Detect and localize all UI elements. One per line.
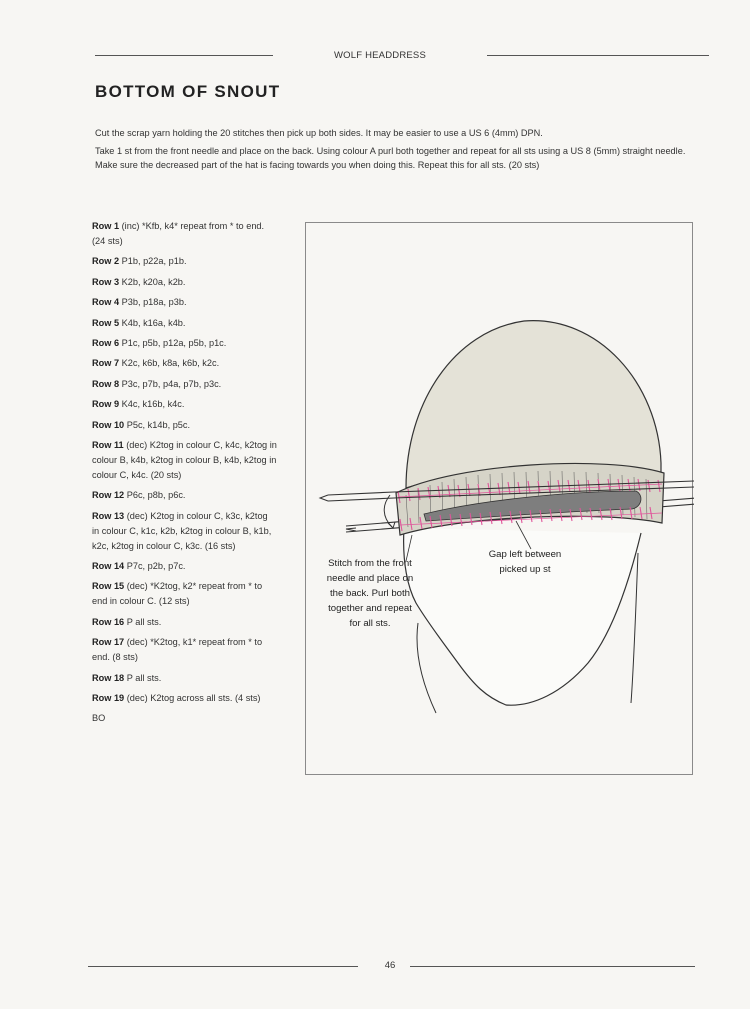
row-label: Row 2 xyxy=(92,256,120,267)
row-text: (dec) K2tog in colour C, k4c, k2tog in colour B, k4b, k2tog in colour B, k4b, k2tog in colour C, k4c. (20 sts) xyxy=(92,439,277,480)
row-instruction xyxy=(92,418,277,433)
section-title: BOTTOM OF SNOUT xyxy=(95,82,281,101)
row-instruction xyxy=(92,254,277,269)
row-label: Row 17 xyxy=(92,637,125,648)
row-text: (dec) *K2tog, k1* repeat from * to end. (8 sts) xyxy=(92,637,263,663)
row-label: Row 3 xyxy=(92,276,120,287)
row-label: Row 11 xyxy=(92,439,124,450)
row-label: Row 13 xyxy=(92,510,125,521)
row-text: P3c, p7b, p4a, p7b, p3c. xyxy=(119,378,222,389)
row-text: P all sts. xyxy=(124,616,162,627)
row-text: P1c, p5b, p12a, p5b, p1c. xyxy=(119,337,227,348)
row-text: K4b, k16a, k4b. xyxy=(119,317,186,328)
intro-text xyxy=(95,126,705,176)
row-label: Row 10 xyxy=(92,419,125,430)
row-instruction xyxy=(92,336,277,351)
row-instruction xyxy=(92,488,277,503)
row-label: Row 4 xyxy=(92,297,120,308)
row-instruction xyxy=(92,509,277,554)
row-text: K2b, k20a, k2b. xyxy=(119,276,186,287)
row-instruction xyxy=(92,356,277,371)
row-label: Row 12 xyxy=(92,490,125,501)
hat-crown xyxy=(406,321,661,488)
row-text: (dec) K2tog across all sts. (4 sts) xyxy=(124,693,261,704)
header-rule-right xyxy=(487,55,709,56)
row-text: K4c, k16b, k4c. xyxy=(119,399,185,410)
gap-callout: Gap left between picked up st xyxy=(488,549,562,575)
row-text: P6c, p8b, p6c. xyxy=(124,490,186,501)
row-label: Row 9 xyxy=(92,399,120,410)
row-label: Row 14 xyxy=(92,561,125,572)
wolf-hat-illustration xyxy=(306,223,694,776)
page-number: 46 xyxy=(384,960,396,971)
row-text: (dec) *K2tog, k2* repeat from * to end in colour C. (12 sts) xyxy=(92,581,263,607)
row-text: P1b, p22a, p1b. xyxy=(119,256,187,267)
row-instruction xyxy=(92,559,277,574)
row-text: P7c, p2b, p7c. xyxy=(124,561,186,572)
row-instruction xyxy=(92,219,277,249)
illustration-frame xyxy=(305,222,693,775)
row-label: Row 19 xyxy=(92,693,125,704)
row-label: Row 7 xyxy=(92,358,120,369)
footer-rule-right xyxy=(410,966,695,967)
intro-paragraph: Take 1 st from the front needle and place on the back. Using colour A purl both together and repeat for all sts using a US 8 (5mm) straight needle. Make sure the decreased part of the hat is facing towards you when doing this. Repeat this for all sts. (20 sts) xyxy=(95,145,686,170)
row-instructions xyxy=(92,219,277,726)
row-text: (inc) *Kfb, k4* repeat from * to end. (24 sts) xyxy=(92,221,265,246)
row-instruction xyxy=(92,377,277,392)
stitch-callout: Stitch from the front needle and place on the back. Purl both together and repeat for all sts. xyxy=(326,558,414,629)
row-text: P5c, k14b, p5c. xyxy=(124,419,191,430)
row-instruction xyxy=(92,615,277,630)
row-text: K2c, k6b, k8a, k6b, k2c. xyxy=(119,358,220,369)
row-text: (dec) K2tog in colour C, k3c, k2tog in colour C, k1c, k2b, k2tog in colour B, k1b, k2c, k2tog in colour C, k3c. (16 sts) xyxy=(92,510,272,551)
row-instruction xyxy=(92,671,277,686)
neck-left xyxy=(417,623,436,713)
row-instruction xyxy=(92,635,277,665)
row-instruction xyxy=(92,579,277,609)
row-label: Row 8 xyxy=(92,378,120,389)
row-label: Row 1 xyxy=(92,221,120,231)
row-instruction xyxy=(92,295,277,310)
row-label: Row 15 xyxy=(92,581,125,592)
header-rule-left xyxy=(95,55,273,56)
neck-right xyxy=(631,553,638,703)
intro-paragraph: Cut the scrap yarn holding the 20 stitches then pick up both sides. It may be easier to use a US 6 (4mm) DPN. xyxy=(95,128,543,138)
row-instruction xyxy=(92,397,277,412)
row-instruction xyxy=(92,316,277,331)
row-text: P3b, p18a, p3b. xyxy=(119,297,187,308)
row-label: Row 16 xyxy=(92,616,125,627)
footer-rule-left xyxy=(88,966,358,967)
row-label: Row 18 xyxy=(92,672,125,683)
row-label: Row 5 xyxy=(92,317,120,328)
row-text: P all sts. xyxy=(124,672,162,683)
bind-off: BO xyxy=(92,713,106,724)
row-instruction xyxy=(92,438,277,483)
row-instruction xyxy=(92,691,277,706)
running-header: WOLF HEADDRESS xyxy=(333,50,426,61)
row-instruction xyxy=(92,275,277,290)
row-label: Row 6 xyxy=(92,337,120,348)
